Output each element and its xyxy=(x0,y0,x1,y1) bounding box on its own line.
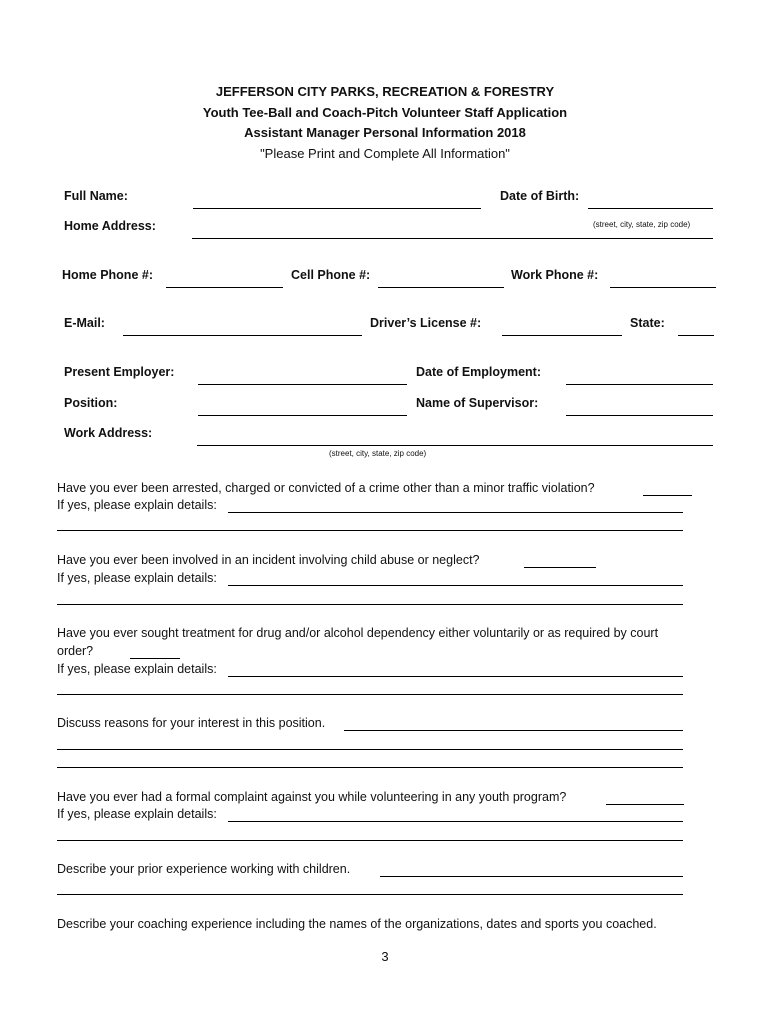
date-of-employment-field[interactable] xyxy=(566,384,713,385)
cell-phone-field[interactable] xyxy=(378,287,504,288)
home-phone-label: Home Phone #: xyxy=(62,268,153,282)
arrested-explain-line[interactable] xyxy=(57,530,683,531)
work-address-hint: (street, city, state, zip code) xyxy=(329,449,427,458)
full-name-field[interactable] xyxy=(193,208,481,209)
work-address-field[interactable] xyxy=(197,445,713,446)
position-field[interactable] xyxy=(198,415,407,416)
treatment-answer-field[interactable] xyxy=(130,658,180,659)
complaint-explain-line[interactable] xyxy=(57,840,683,841)
child-abuse-answer-field[interactable] xyxy=(524,567,596,568)
work-phone-label: Work Phone #: xyxy=(511,268,599,282)
complaint-explain-label: If yes, please explain details: xyxy=(57,807,217,821)
state-label: State: xyxy=(630,316,665,330)
present-employer-field[interactable] xyxy=(198,384,407,385)
complaint-question: Have you ever had a formal complaint against you while volunteering in any youth program? xyxy=(57,790,567,804)
complaint-explain-field[interactable] xyxy=(228,821,683,822)
child-abuse-explain-line[interactable] xyxy=(57,604,683,605)
home-address-label: Home Address: xyxy=(64,219,156,233)
treatment-explain-field[interactable] xyxy=(228,676,683,677)
treatment-question-cont: order? xyxy=(57,644,94,658)
interest-question: Discuss reasons for your interest in this position. xyxy=(57,716,326,730)
email-field[interactable] xyxy=(123,335,362,336)
cell-phone-label: Cell Phone #: xyxy=(291,268,371,282)
arrested-explain-field[interactable] xyxy=(228,512,683,513)
form-subtitle: Assistant Manager Personal Information 2018 xyxy=(244,125,526,140)
supervisor-label: Name of Supervisor: xyxy=(416,396,539,410)
work-phone-field[interactable] xyxy=(610,287,716,288)
date-of-employment-label: Date of Employment: xyxy=(416,365,542,379)
treatment-explain-label: If yes, please explain details: xyxy=(57,662,217,676)
state-field[interactable] xyxy=(678,335,714,336)
instruction-note: "Please Print and Complete All Information" xyxy=(260,146,510,161)
interest-line-1[interactable] xyxy=(57,749,683,750)
work-address-label: Work Address: xyxy=(64,426,153,440)
child-abuse-question: Have you ever been involved in an incident involving child abuse or neglect? xyxy=(57,553,480,567)
drivers-license-label: Driver’s License #: xyxy=(370,316,482,330)
org-title: JEFFERSON CITY PARKS, RECREATION & FORESTRY xyxy=(215,84,555,99)
full-name-label: Full Name: xyxy=(64,189,128,203)
form-title: Youth Tee-Ball and Coach-Pitch Volunteer Staff Application xyxy=(202,105,568,120)
arrested-explain-label: If yes, please explain details: xyxy=(57,498,217,512)
present-employer-label: Present Employer: xyxy=(64,365,175,379)
arrested-question: Have you ever been arrested, charged or convicted of a crime other than a minor traffic violation? xyxy=(57,481,595,495)
position-label: Position: xyxy=(64,396,118,410)
coaching-question: Describe your coaching experience including the names of the organizations, dates and sports you coached. xyxy=(57,917,657,931)
page-number: 3 xyxy=(381,949,389,964)
interest-answer-field[interactable] xyxy=(344,730,683,731)
supervisor-field[interactable] xyxy=(566,415,713,416)
treatment-explain-line[interactable] xyxy=(57,694,683,695)
date-of-birth-label: Date of Birth: xyxy=(500,189,580,203)
home-address-hint: (street, city, state, zip code) xyxy=(593,220,691,229)
drivers-license-field[interactable] xyxy=(502,335,622,336)
prior-experience-question: Describe your prior experience working with children. xyxy=(57,862,351,876)
date-of-birth-field[interactable] xyxy=(588,208,713,209)
prior-experience-line[interactable] xyxy=(57,894,683,895)
child-abuse-explain-field[interactable] xyxy=(228,585,683,586)
interest-line-2[interactable] xyxy=(57,767,683,768)
arrested-answer-field[interactable] xyxy=(643,495,692,496)
treatment-question: Have you ever sought treatment for drug and/or alcohol dependency either voluntarily or as required by court xyxy=(57,626,659,640)
complaint-answer-field[interactable] xyxy=(606,804,684,805)
child-abuse-explain-label: If yes, please explain details: xyxy=(57,571,217,585)
home-address-field[interactable] xyxy=(192,238,713,239)
prior-experience-field[interactable] xyxy=(380,876,683,877)
home-phone-field[interactable] xyxy=(166,287,283,288)
email-label: E-Mail: xyxy=(64,316,105,330)
